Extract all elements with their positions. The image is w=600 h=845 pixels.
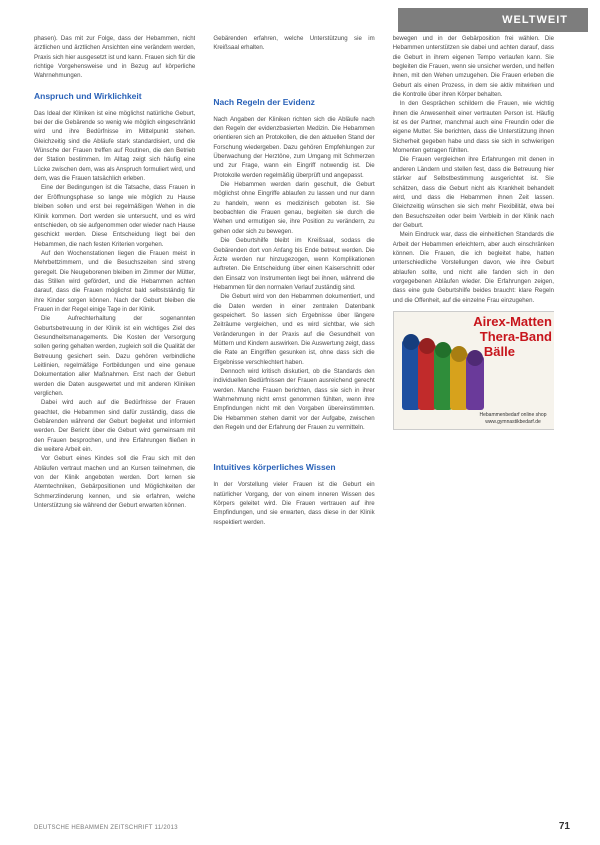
- paragraph: Dennoch wird kritisch diskutiert, ob die Standards den individuellen Bedürfnissen der Frauen ausreichend gerecht werden. Manche Frauen berichten, dass sie sich in ihrer Wahrnehmung nicht ernst genommen fühlten, wenn ihre Empfindungen nicht mit den Vorgaben übereinstimmten. Die Hebammen stehen damit vor der Aufgabe, zwischen den Regeln und der Erfahrung der Frauen zu vermitteln.: [213, 367, 375, 432]
- ad-subtitle-2: Bälle: [483, 343, 515, 359]
- paragraph: Die Hebammen werden darin geschult, die Geburt möglichst ohne Eingriffe ablaufen zu lassen und nur dann zu handeln, wenn es medizinisch geboten ist. Sie beobachten die Frauen genau, begleiten sie durch die Wehen und ermutigen sie, ihre Position zu verändern, zu gehen oder sich zu bewegen.: [213, 181, 375, 235]
- journal-name: DEUTSCHE HEBAMMEN ZEITSCHRIFT 11/2013: [34, 825, 178, 831]
- paragraph: Das Ideal der Kliniken ist eine möglichst natürliche Geburt, bei der die Gebärende so wenig wie möglich eingeschränkt wird und ihre Bedürfnisse im Mittelpunkt stehen. Gleichzeitig sind die Abläufe stark standardisiert, und die Wünsche der Frauen treffen auf Routinen, die den Betrieb der Station bestimmen. Im Alltag zeigt sich häufig eine Lücke zwischen dem, was als Anspruch formuliert wird, und dem, was die Frauen tatsächlich erleben.: [34, 109, 196, 183]
- article-columns: [34, 34, 554, 804]
- column-3: [393, 34, 554, 804]
- paragraph: Auf den Wochenstationen liegen die Frauen meist in Mehrbettzimmern, und die Besuchszeiten sind streng geregelt. Die Neugeborenen bleiben im Zimmer der Mütter, das Stillen wird gefördert, und die Hebammen achten darauf, dass die Frauen möglichst bald selbstständig für ihre Kinder sorgen können. Nach der Geburt bleiben die Frauen in der Regel einige Tage in der Klinik.: [34, 249, 196, 313]
- ad-shop-line: Hebammenbedarf online shop: [479, 411, 547, 418]
- section-tab: [398, 8, 588, 32]
- paragraph: Gebärenden erfahren, welche Unterstützung sie im Kreißsaal erhalten.: [213, 35, 375, 52]
- column-1: [34, 34, 195, 804]
- paragraph: Mein Eindruck war, dass die einheitlichen Standards die Arbeit der Hebammen erleichtern, aber auch einschränken können. Die Frauen, die ich begleitet habe, hatten unterschiedliche Vorstellungen davon, wie ihre Geburt ablaufen sollte, und nicht alle fanden sich in den vorgegebenen Abläufen wieder. Die Erfahrungen zeigen, dass eine gute Geburtshilfe beides braucht: klare Regeln und die Offenheit, auf die einzelne Frau einzugehen.: [392, 231, 554, 304]
- paragraph: Nach Angaben der Kliniken richten sich die Abläufe nach den Regeln der evidenzbasierten Medizin. Die Hebammen orientieren sich an Protokollen, die den aktuellen Stand der Forschung wiedergeben. Dazu gehören Empfehlungen zur Überwachung der Herztöne, zum Umgang mit Schmerzen und zur Frage, wann ein Eingriff notwendig ist. Die Protokolle werden regelmäßig überprüft und angepasst.: [213, 115, 375, 179]
- section-title: WELTWEIT: [502, 14, 568, 26]
- paragraph: Dabei wird auch auf die Bedürfnisse der Frauen geachtet, die Hebammen sind dafür zuständig, dass die Gebärenden während der Geburt begleitet und informiert werden. Der Bericht über die Geburt wird gemeinsam mit den Frauen besprochen, und ihre Erfahrungen fließen in die weitere Arbeit ein.: [34, 399, 196, 454]
- paragraph: In den Gesprächen schildern die Frauen, wie wichtig ihnen die Anwesenheit einer vertrauten Person ist. Häufig ist es der Partner, manchmal auch eine Freundin oder die eigene Mutter. Sie berichten, dass die Unterstützung ihnen Sicherheit gegeben habe und dass sie sich in schwierigen Momenten getragen fühlten.: [392, 100, 554, 155]
- ad-footer: [474, 412, 552, 426]
- page-footer: [34, 823, 570, 835]
- subheading-evidenz: Nach Regeln der Evidenz: [213, 96, 315, 107]
- paragraph: In der Vorstellung vieler Frauen ist die Geburt ein natürlicher Vorgang, der von einem inneren Wissen des Körpers geleitet wird. Die Frauen vertrauen auf ihre Empfindungen, und sie erwarten, dass diese in der Klinik respektiert werden.: [213, 481, 375, 526]
- subheading-wissen: Intuitives körperliches Wissen: [213, 462, 336, 473]
- paragraph: Die Aufrechterhaltung der sogenannten Geburtsbetreuung in der Klinik ist ein wichtiges Ziel des Gesundheitsmanagements. Die Kosten der Versorgung sollen gering gehalten werden, zugleich soll die Qualität der Betreuung gesichert sein. Dazu gehören verbindliche Leitlinien, regelmäßige Fortbildungen und eine genaue Dokumentation aller Maßnahmen. Erst nach der Geburt werden die Daten ausgewertet und mit anderen Kliniken verglichen.: [34, 315, 196, 398]
- paragraph: Eine der Bedingungen ist die Tatsache, dass Frauen in der Eröffnungsphase so lange wie möglich zu Hause bleiben sollen und erst bei regelmäßigen Wehen in die Klinik kommen. Dort werden sie untersucht, und es wird entschieden, ob sie aufgenommen oder wieder nach Hause geschickt werden. Diese Entscheidung liegt bei den Hebammen, die nach festen Kriterien vorgehen.: [34, 184, 196, 248]
- ad-url[interactable]: www.gymnastikbedarf.de: [485, 418, 541, 425]
- paragraph: phasen). Das mit zur Folge, dass der Hebammen, nicht ärztlichen und ärztlichen Ansichten eine verändern werden, Praxis sich hier ausgesetzt ist und kann. Frauen sich für die richtige Vorgehensweise und in Bezug auf körperliche Wahrnehmungen.: [34, 35, 196, 80]
- paragraph: bewegen und in der Gebärposition frei wählen. Die Hebammen unterstützen sie dabei und achten darauf, dass die Geburt in ihrem eigenen Tempo verlaufen kann. Sie begleiten die Frauen, wenn sie unsicher werden, und helfen ihnen, mit den Wehen umzugehen. Die Frauen erleben die Geburt als einen Prozess, in dem sie aktiv mitwirken und die Kontrolle über ihren Körper behalten.: [392, 35, 554, 99]
- column-2: [213, 34, 374, 804]
- rolled-mats-image: [398, 334, 488, 414]
- ad-subtitle: Thera-Band: [479, 328, 552, 344]
- subheading-anspruch: Anspruch und Wirklichkeit: [34, 90, 142, 101]
- paragraph: Vor Geburt eines Kindes soll die Frau sich mit den Abläufen vertraut machen und an Kursen teilnehmen, die von der Klinik angeboten werden. Dort lernen sie Atemtechniken, Gebärpositionen und Möglichkeiten der Schmerzlinderung kennen, und sie erfahren, welche Unterstützung sie während der Geburt erwarten können.: [34, 455, 196, 510]
- paragraph: Die Geburt wird von den Hebammen dokumentiert, und die Daten werden in einer zentralen Datenbank gespeichert. So lassen sich Ergebnisse über längere Zeiträume vergleichen, und es wird sichtbar, wie sich Veränderungen in der Praxis auf die Gesundheit von Müttern und Kindern auswirken. Die Auswertung zeigt, dass die Rate an Eingriffen gesunken ist, ohne dass sich die Ergebnisse verschlechtert haben.: [213, 293, 375, 366]
- paragraph: Die Geburtshilfe bleibt im Kreißsaal, sodass die Gebärenden dort von Anfang bis Ende betreut werden. Die Ärzte werden nur hinzugezogen, wenn Komplikationen auftreten. Die Entscheidung über einen Kaiserschnitt oder den Einsatz von Instrumenten liegt bei ihnen, während die Hebammen für den normalen Verlauf zuständig sind.: [213, 237, 375, 291]
- paragraph: Die Frauen vergleichen ihre Erfahrungen mit denen in anderen Ländern und stellen fest, dass die Betreuung hier stärker auf Selbstbestimmung ausgerichtet ist. Sie schätzen, dass die Geburt nicht als Krankheit behandelt wird, und dass die Hebammen ihnen Zeit lassen. Gleichzeitig wünschen sie sich mehr Flexibilität, etwa bei den Besuchszeiten oder beim Verbleib in der Klinik nach der Geburt.: [392, 156, 554, 229]
- page-number: 71: [558, 821, 570, 832]
- ad-title: Airex-Matten: [473, 313, 552, 329]
- advertisement[interactable]: [393, 311, 554, 430]
